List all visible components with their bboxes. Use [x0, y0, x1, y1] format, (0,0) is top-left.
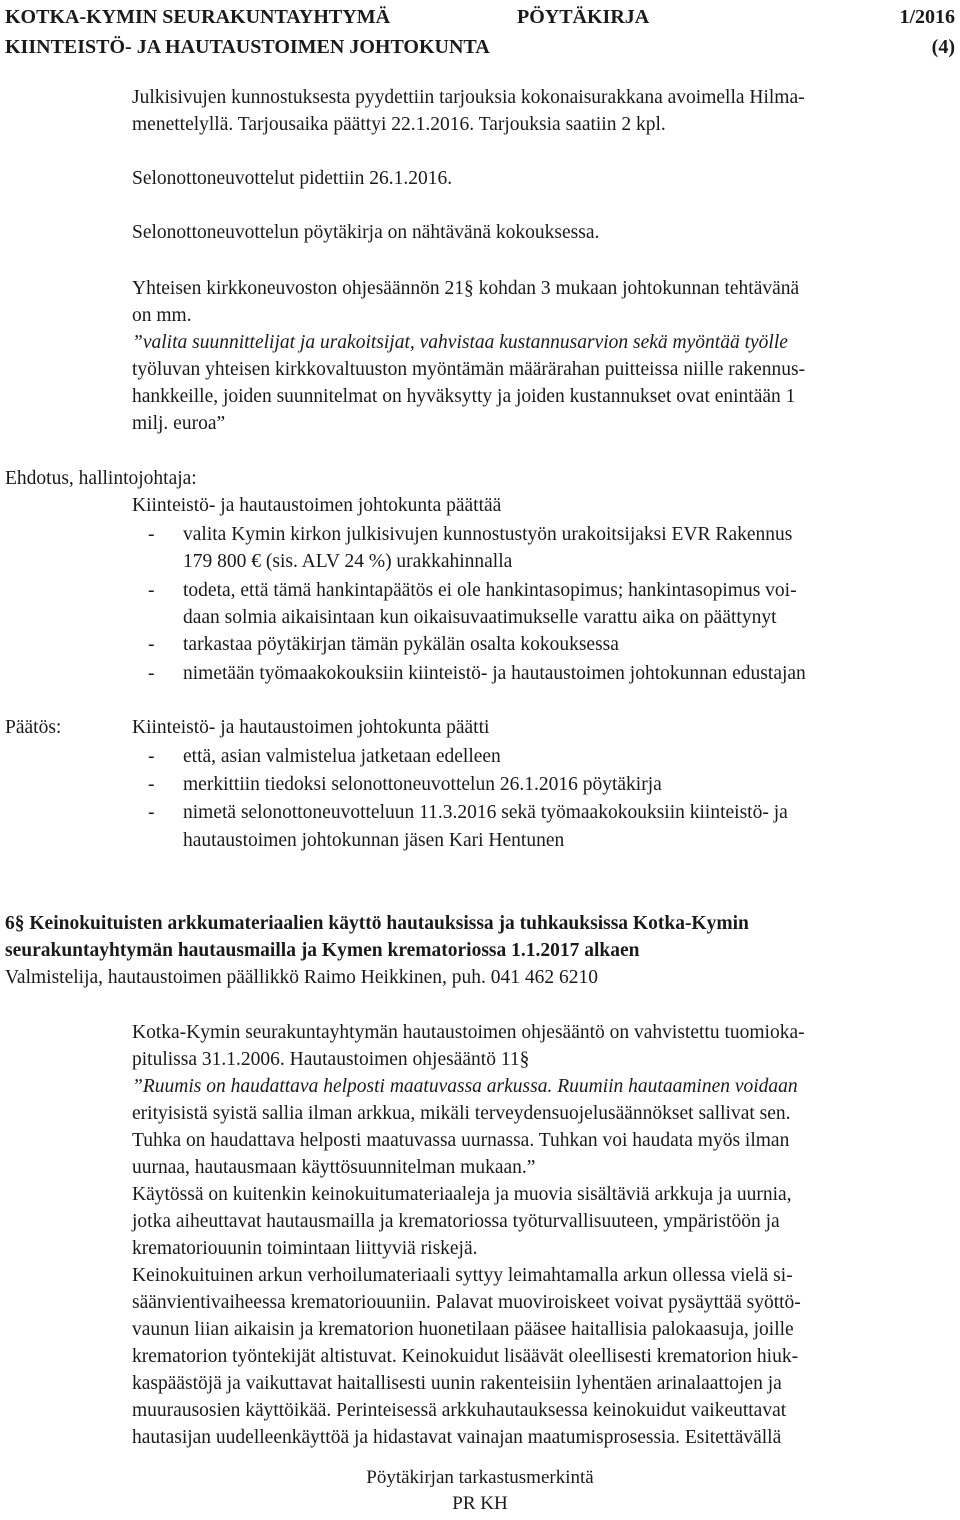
quote-line: työluvan yhteisen kirkkovaltuuston myöntämän määrärahan puitteissa niille rakennus-	[132, 359, 806, 380]
body-line: hautasijan uudelleenkäyttöä ja hidastavat vainajan maatumisprosessia. Esitettävällä	[132, 1427, 782, 1448]
body-line: kaspäästöjä ja vaikuttavat haitallisesti uunin rakenteisiin lyhentäen arinalaattojen ja	[132, 1373, 782, 1394]
preparer-line: Valmistelija, hautaustoimen päällikkö Raimo Heikkinen, puh. 041 462 6210	[5, 967, 599, 988]
body-line: uurnaa, hautausmaan käyttösuunnitelman mukaan.”	[132, 1157, 536, 1178]
proposal-lead: Kiinteistö- ja hautaustoimen johtokunta päättää	[132, 495, 502, 516]
proposal-label: Ehdotus, hallintojohtaja:	[5, 468, 197, 489]
section-body	[132, 1019, 952, 1451]
paragraph-negotiations: Selonottoneuvottelut pidettiin 26.1.2016.	[132, 168, 453, 189]
body-line: jotka aiheuttavat hautausmailla ja krematoriossa työturvallisuuteen, ympäristöön ja	[132, 1211, 780, 1232]
list-bullet: -	[148, 774, 155, 795]
document-type: PÖYTÄKIRJA	[517, 6, 650, 28]
item-line: tarkastaa pöytäkirjan tämän pykälän osalta kokouksessa	[183, 634, 619, 655]
decision-lead: Kiinteistö- ja hautaustoimen johtokunta päätti	[132, 717, 490, 738]
page-indicator: (4)	[931, 36, 955, 58]
text-line: Yhteisen kirkkoneuvoston ohjesäännön 21§ kohdan 3 mukaan johtokunnan tehtävänä	[132, 278, 800, 299]
item-line: daan solmia aikaisintaan kun oikaisuvaatimukselle varattu aika on päättynyt	[183, 607, 777, 628]
quote-line: ”valita suunnittelijat ja urakoitsijat, vahvistaa kustannusarvion sekä myöntää työlle	[132, 332, 788, 353]
decision-label: Päätös:	[5, 717, 62, 738]
item-line: nimetään työmaakokouksiin kiinteistö- ja hautaustoimen johtokunnan edustajan	[183, 663, 806, 684]
body-line: muurausosien käyttöikää. Perinteisessä arkkuhautauksessa keinokuidut vaikeuttavat	[132, 1400, 787, 1421]
document-number: 1/2016	[899, 6, 955, 28]
quoted-regulation	[132, 329, 952, 437]
body-line: säänvientivaiheessa krematoriouuniin. Palavat muoviroiskeet voivat pysäyttää syöttö-	[132, 1292, 801, 1313]
text-line: menettelyllä. Tarjousaika päättyi 22.1.2016. Tarjouksia saatiin 2 kpl.	[132, 114, 666, 135]
body-line: vaunun liian aikaisin ja krematorion huonetilaan pääsee haitallisia palokaasuja, joille	[132, 1319, 794, 1340]
body-line: pitulissa 31.1.2006. Hautaustoimen ohjesääntö 11§	[132, 1049, 530, 1070]
body-line: Käytössä on kuitenkin keinokuitumateriaaleja ja muovia sisältäviä arkkuja ja uurnia,	[132, 1184, 792, 1205]
list-bullet: -	[148, 580, 155, 601]
list-bullet: -	[148, 524, 155, 545]
inspector-initials: PR KH	[452, 1493, 508, 1514]
item-line: 179 800 € (sis. ALV 24 %) urakkahinnalla	[183, 551, 513, 572]
organization-name: KOTKA-KYMIN SEURAKUNTAYHTYMÄ	[5, 6, 391, 28]
paragraph-regulation-reference	[132, 275, 952, 329]
item-line: nimetä selonottoneuvotteluun 11.3.2016 sekä työmaakokouksiin kiinteistö- ja	[183, 802, 788, 823]
section-title: 6§ Keinokuituisten arkkumateriaalien käyttö hautauksissa ja tuhkauksissa Kotka-Kymin	[5, 913, 749, 934]
item-line: hautaustoimen johtokunnan jäsen Kari Hentunen	[183, 830, 565, 851]
item-line: valita Kymin kirkon julkisivujen kunnostustyön urakoitsijaksi EVR Rakennus	[183, 524, 793, 545]
paragraph-offers	[132, 84, 952, 138]
item-line: todeta, että tämä hankintapäätös ei ole hankintasopimus; hankintasopimus voi-	[183, 580, 797, 601]
quote-line: hankkeille, joiden suunnitelmat on hyväksytty ja joiden kustannukset ovat enintään 1	[132, 386, 796, 407]
text-line: Julkisivujen kunnostuksesta pyydettiin tarjouksia kokonaisurakkana avoimella Hilma-	[132, 87, 805, 108]
board-name: KIINTEISTÖ- JA HAUTAUSTOIMEN JOHTOKUNTA	[5, 36, 490, 58]
body-line: Tuhka on haudattava helposti maatuvassa uurnassa. Tuhkan voi haudata myös ilman	[132, 1130, 790, 1151]
body-line: Keinokuituinen arkun verhoilumateriaali syttyy leimahtamalla arkun ollessa vielä si-	[132, 1265, 793, 1286]
list-bullet: -	[148, 802, 155, 823]
inspection-mark-label: Pöytäkirjan tarkastusmerkintä	[366, 1467, 594, 1488]
list-bullet: -	[148, 663, 155, 684]
body-line: krematoriouunin toimintaan liittyviä riskejä.	[132, 1238, 478, 1259]
item-line: että, asian valmistelua jatketaan edelleen	[183, 746, 501, 767]
section-title: seurakuntayhtymän hautausmailla ja Kymen krematoriossa 1.1.2017 alkaen	[5, 940, 640, 961]
body-line: ”Ruumis on haudattava helposti maatuvassa arkussa. Ruumiin hautaaminen voidaan	[132, 1076, 798, 1097]
list-bullet: -	[148, 746, 155, 767]
quote-line: milj. euroa”	[132, 413, 226, 434]
body-line: erityisistä syistä sallia ilman arkkua, mikäli terveydensuojelusäännökset sallivat sen.	[132, 1103, 791, 1124]
body-line: Kotka-Kymin seurakuntayhtymän hautaustoimen ohjesääntö on vahvistettu tuomioka-	[132, 1022, 805, 1043]
paragraph-negotiation-minutes: Selonottoneuvottelun pöytäkirja on nähtävänä kokouksessa.	[132, 222, 600, 243]
text-line: on mm.	[132, 305, 192, 326]
list-bullet: -	[148, 634, 155, 655]
item-line: merkittiin tiedoksi selonottoneuvottelun 26.1.2016 pöytäkirja	[183, 774, 662, 795]
body-line: krematorion työntekijät altistuvat. Keinokuidut lisäävät oleellisesti krematorion hiuk-	[132, 1346, 799, 1367]
